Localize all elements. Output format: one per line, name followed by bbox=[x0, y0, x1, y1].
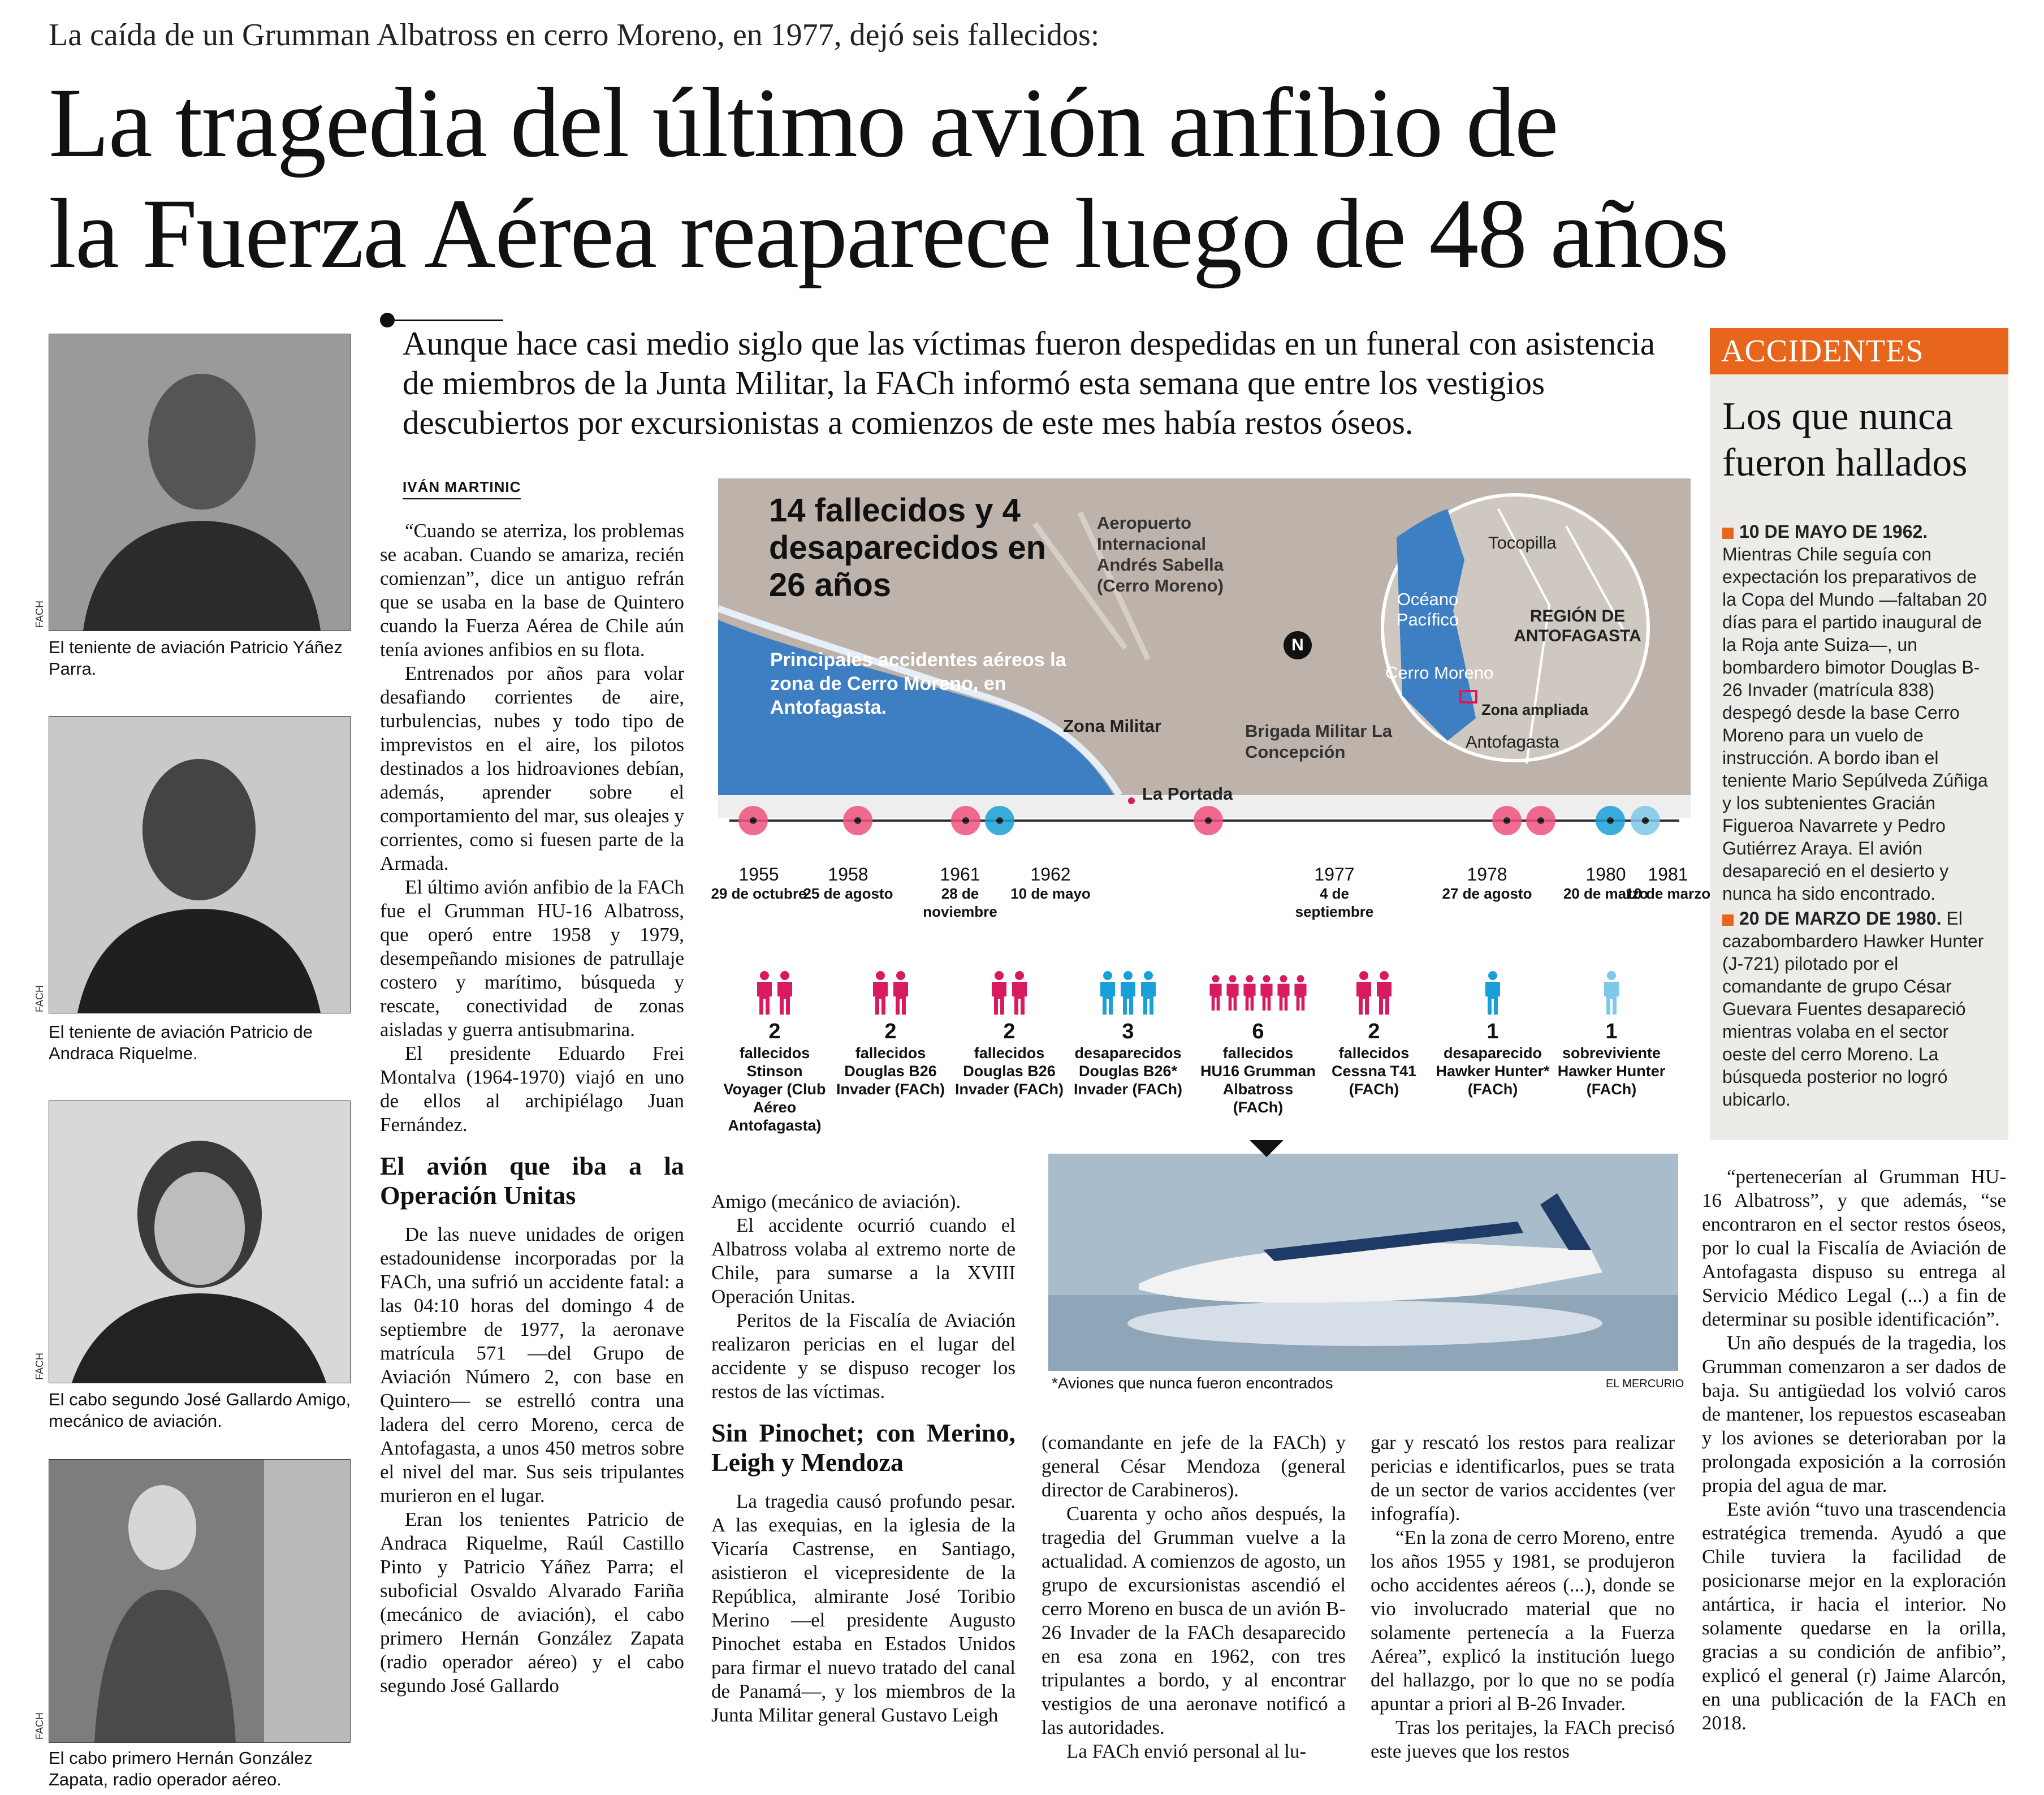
photo-caption-3: El cabo segundo José Gallardo Amigo, mecánico de aviación. bbox=[49, 1390, 351, 1431]
accident-card bbox=[950, 970, 1069, 1098]
timeline-dot bbox=[1631, 806, 1660, 835]
headline-line-2: la Fuerza Aérea reaparece luego de 48 años bbox=[49, 179, 1728, 289]
portrait-3-image bbox=[49, 1101, 350, 1383]
card-model: Hawker Hunter* (FACh) bbox=[1436, 1063, 1550, 1098]
col2-para-2: El accidente ocurrió cuando el Albatross volaba al extremo norte de Chile, para sumarse a la XVIII Operación Unitas. bbox=[711, 1214, 1015, 1308]
timeline-year: 1981 bbox=[1648, 864, 1688, 884]
timeline-date: 25 de agosto bbox=[803, 885, 893, 902]
timeline-dot bbox=[1492, 806, 1522, 835]
card-label: fallecidos bbox=[974, 1045, 1045, 1062]
person-icon bbox=[1119, 970, 1137, 1015]
portrait-4-image bbox=[49, 1460, 350, 1742]
sidebar-body bbox=[1722, 520, 1988, 1113]
card-count: 1 bbox=[1605, 1020, 1618, 1043]
col1-para-1: “Cuando se aterriza, los problemas se acaban. Cuando se amariza, recién comienzan”, dice un antiguo refrán que se usaba en la base de Quintero cuando la Fuerza Aérea de Chile aún tenía aviones anfibios en su flota. bbox=[380, 520, 684, 661]
timeline-label bbox=[1284, 864, 1385, 921]
north-compass-icon: N bbox=[1284, 631, 1312, 659]
map-label-airport: Aeropuerto Internacional Andrés Sabella (Cerro Moreno) bbox=[1097, 513, 1224, 596]
person-icon bbox=[1375, 970, 1393, 1015]
infographic bbox=[711, 478, 1711, 1157]
article-column-1 bbox=[380, 519, 684, 1698]
infographic-footnote: *Aviones que nunca fueron encontrados bbox=[1052, 1374, 1333, 1392]
card-model: Hawker Hunter (FACh) bbox=[1557, 1063, 1666, 1098]
accident-card bbox=[831, 970, 950, 1098]
accident-card bbox=[1552, 970, 1671, 1098]
timeline-dot bbox=[738, 806, 768, 835]
subhead-sin-pinochet: Sin Pinochet; con Merino, Leigh y Mendoza bbox=[711, 1418, 1015, 1477]
sidebar-title: Los que nunca fueron hallados bbox=[1722, 395, 1968, 485]
accident-card bbox=[1433, 970, 1552, 1098]
person-icon bbox=[1355, 970, 1373, 1015]
card-count: 1 bbox=[1486, 1020, 1499, 1043]
timeline-label bbox=[1436, 864, 1538, 903]
person-icon bbox=[1099, 970, 1117, 1015]
col5-para-2: Un año después de la tragedia, los Grumman comenzaron a ser dados de baja. Su antigüedad los volvió caros de mantener, los repuestos escaseaban y los aviones se deterioraban por la prolongada exposición a la corrosión propia del agua de mar. bbox=[1702, 1332, 2006, 1496]
col4-para-1: gar y rescató los restos para realizar pericias e identificarlos, pues se trata de un sector de varios accidentes (ver infografía). bbox=[1371, 1431, 1675, 1525]
albatross-image bbox=[1048, 1154, 1678, 1371]
timeline-label bbox=[909, 864, 1011, 921]
headline bbox=[49, 68, 1999, 290]
card-count: 2 bbox=[884, 1020, 897, 1043]
timeline-year: 1980 bbox=[1585, 864, 1626, 884]
card-count: 2 bbox=[1003, 1020, 1015, 1043]
article-column-4 bbox=[1371, 1431, 1675, 1763]
timeline-date: 27 de agosto bbox=[1442, 885, 1532, 902]
timeline-date: 4 de septiembre bbox=[1295, 885, 1374, 920]
person-icons bbox=[1552, 970, 1671, 1016]
timeline-label bbox=[708, 864, 810, 903]
kicker: La caída de un Grumman Albatross en cerro Moreno, en 1977, dejó seis fallecidos: bbox=[49, 18, 1100, 53]
card-label: fallecidos bbox=[855, 1045, 926, 1062]
card-label: desaparecido bbox=[1443, 1045, 1542, 1062]
card-model: Cessna T41 (FACh) bbox=[1331, 1063, 1417, 1098]
infographic-subtitle: Principales accidentes aéreos la zona de Cerro Moreno, en Antofagasta. bbox=[770, 649, 1066, 718]
timeline-date: 10 de mayo bbox=[1010, 885, 1091, 902]
card-count: 6 bbox=[1252, 1020, 1264, 1043]
card-model: Douglas B26 Invader (FACh) bbox=[836, 1063, 945, 1098]
accident-card bbox=[1069, 970, 1187, 1098]
card-count: 2 bbox=[768, 1020, 781, 1043]
accident-card bbox=[1199, 970, 1317, 1116]
lead-rule bbox=[390, 320, 503, 321]
photo-credit-2: FACH bbox=[34, 985, 45, 1012]
timeline-label bbox=[797, 864, 899, 903]
person-icon bbox=[1293, 970, 1308, 1015]
albatross-photo bbox=[1048, 1154, 1678, 1371]
person-icon bbox=[1242, 970, 1257, 1015]
timeline-dot bbox=[843, 806, 872, 835]
card-label: desaparecidos bbox=[1074, 1045, 1182, 1062]
photo-credit-3: FACH bbox=[34, 1352, 45, 1380]
subhead-operacion-unitas: El avión que iba a la Operación Unitas bbox=[380, 1151, 684, 1210]
lead-paragraph: Aunque hace casi medio siglo que las víctimas fueron despedidas en un funeral con asistencia de miembros de la Junta Militar, la FACh informó esta semana que entre los vestigios descubiertos por excursionistas a comienzos de este mes había restos óseos. bbox=[403, 325, 1656, 441]
person-icon bbox=[1225, 970, 1240, 1015]
portrait-1-image bbox=[49, 334, 350, 631]
timeline-date: 20 de marzo bbox=[1563, 885, 1649, 902]
portrait-photo-4 bbox=[49, 1459, 351, 1743]
sidebar-tag: ACCIDENTES bbox=[1710, 328, 2008, 374]
headline-line-1: La tragedia del último avión anfibio de bbox=[49, 68, 1558, 178]
person-icon bbox=[776, 970, 794, 1015]
col4-para-2: “En la zona de cerro Moreno, entre los años 1955 y 1981, se produjeron ocho accidentes aéreos (...), donde se vio involucrado material que no solamente pertenecía a la Fuerza Aérea”, explicó la institución luego del hallazgo, por lo que no se podía apuntar a priori al B-26 Invader. bbox=[1371, 1526, 1675, 1715]
timeline-year: 1955 bbox=[738, 864, 779, 884]
col3-para-3: La FACh envió personal al lu- bbox=[1066, 1740, 1307, 1762]
timeline-year: 1962 bbox=[1030, 864, 1071, 884]
person-icons bbox=[831, 970, 950, 1016]
card-label: fallecidos bbox=[1338, 1045, 1410, 1062]
col3-para-2: Cuarenta y ocho años después, la tragedia del Grumman vuelve a la actualidad. A comienzos de agosto, un grupo de excursionistas ascendió el cerro Moreno en busca de un avión B-26 Invader de la FACh desaparecido en esa zona en 1962, con tres tripulantes a bordo, y al encontrar vestigios de una aeronave notificó a las autoridades. bbox=[1042, 1503, 1346, 1738]
col1-para-5: De las nueve unidades de origen estadounidense incorporadas por la FACh, una sufrió un accidente fatal: a las 04:10 horas del domingo 4 de septiembre de 1977, la aeronave matrícula 571 —del Grupo de Aviación Número 2, con base en Quintero— se estrelló contra una ladera del cerro Moreno, cerca de Antofagasta, a unos 450 metros sobre el nivel del mar. Sus seis tripulantes murieron en el lugar. bbox=[380, 1223, 684, 1507]
card-label: fallecidos bbox=[1222, 1045, 1294, 1062]
card-model: Douglas B26 Invader (FACh) bbox=[954, 1063, 1064, 1098]
map-label-la-portada: La Portada bbox=[1142, 784, 1233, 804]
portrait-photo-3 bbox=[49, 1101, 351, 1383]
col4-para-3: Tras los peritajes, la FACh precisó este jueves que los restos bbox=[1371, 1716, 1675, 1762]
person-icon bbox=[1484, 970, 1502, 1015]
timeline-dot bbox=[985, 806, 1014, 835]
card-count: 2 bbox=[1368, 1020, 1380, 1043]
col2-para-3: Peritos de la Fiscalía de Aviación realizaron pericias en el lugar del accidente y se dispuso recoger los restos de las víctimas. bbox=[711, 1309, 1015, 1403]
map-label-zona-militar: Zona Militar bbox=[1063, 716, 1161, 736]
person-icon bbox=[892, 970, 910, 1015]
map-label-antofagasta: Antofagasta bbox=[1466, 732, 1559, 752]
person-icons bbox=[1315, 970, 1433, 1016]
col1-para-3: El último avión anfibio de la FACh fue el Grumman HU-16 Albatross, que operó entre 1958 y 1979, desempeñando misiones de patrullaje costero y marítimo, búsqueda y rescate, conectividad de zonas aisladas y guerra antisubmarina. bbox=[380, 876, 684, 1041]
timeline-date: 28 de noviembre bbox=[923, 885, 997, 920]
article-column-2 bbox=[711, 1190, 1015, 1727]
timeline-year: 1977 bbox=[1314, 864, 1355, 884]
timeline-date: 10 de marzo bbox=[1625, 885, 1711, 902]
la-portada-marker bbox=[1128, 797, 1135, 804]
map-label-tocopilla: Tocopilla bbox=[1488, 533, 1557, 553]
card-label: fallecidos bbox=[739, 1045, 810, 1062]
bullet-square-icon bbox=[1722, 914, 1734, 926]
person-icon bbox=[1602, 970, 1620, 1015]
col2-para-4: La tragedia causó profundo pesar. A las exequias, en la iglesia de la Vicaría Castrense, en Santiago, asistieron el vicepresidente de la República, almirante José Toribio Merino —el presidente Augusto Pinochet estaba en Estados Unidos para firmar el nuevo tratado del canal de Panamá—, y los miembros de la Junta Militar general Gustavo Leigh bbox=[711, 1490, 1015, 1726]
sidebar-item bbox=[1722, 520, 1988, 905]
sidebar-item-date: 20 DE MARZO DE 1980. bbox=[1739, 908, 1942, 929]
timeline-year: 1978 bbox=[1467, 864, 1507, 884]
col3-para-1: (comandante en jefe de la FACh) y general César Mendoza (general director de Carabineros). bbox=[1042, 1431, 1346, 1501]
person-icon bbox=[1208, 970, 1223, 1015]
portrait-2-image bbox=[49, 717, 350, 1013]
accident-card bbox=[715, 970, 834, 1134]
article-column-3 bbox=[1042, 1431, 1346, 1763]
person-icon bbox=[871, 970, 889, 1015]
sidebar-item-date: 10 DE MAYO DE 1962. bbox=[1739, 521, 1928, 542]
card-model: Stinson Voyager (Club Aéreo Antofagasta) bbox=[723, 1063, 826, 1134]
map-label-cerro-moreno: Cerro Moreno bbox=[1385, 663, 1494, 683]
card-model: Douglas B26* Invader (FACh) bbox=[1073, 1063, 1183, 1098]
col5-para-3: Este avión “tuvo una trascendencia estratégica tremenda. Ayudó a que Chile tuviera la facilidad de posicionarse mejor en la exploración antártica, ir hacia el interior. No solamente quedarse en la orilla, gracias a su condición de anfibio”, explicó el general (r) Jaime Alarcón, en una publicación de la FACh en 2018. bbox=[1702, 1498, 2006, 1734]
timeline-dot bbox=[951, 806, 980, 835]
person-icons bbox=[1433, 970, 1552, 1016]
timeline-dot bbox=[1526, 806, 1555, 835]
timeline-year: 1961 bbox=[940, 864, 980, 884]
col1-para-2: Entrenados por años para volar desafiando corrientes de aire, turbulencias, nubes y todo tipo de imprevistos en el aire, los pilotos destinados a los hidroaviones debían, además, aprender sobre el comportamiento del mar, sus oleajes y corrientes, como si fuesen parte de la Armada. bbox=[380, 662, 684, 874]
timeline-dot bbox=[1194, 806, 1223, 835]
portrait-photo-1 bbox=[49, 334, 351, 631]
photo-caption-2: El teniente de aviación Patricio de Andraca Riquelme. bbox=[49, 1022, 313, 1063]
card-label: sobreviviente bbox=[1562, 1045, 1661, 1062]
person-icons bbox=[1199, 970, 1317, 1016]
portrait-photo-2 bbox=[49, 716, 351, 1013]
col1-para-4: El presidente Eduardo Frei Montalva (1964-1970) viajó en uno de ellos al archipiélago Juan Fernández. bbox=[380, 1042, 684, 1136]
card-count: 3 bbox=[1122, 1020, 1134, 1043]
person-icon bbox=[755, 970, 773, 1015]
timeline-label bbox=[1000, 864, 1101, 903]
person-icon bbox=[1276, 970, 1291, 1015]
infographic-credit: EL MERCURIO bbox=[1606, 1378, 1684, 1390]
map-label-region: REGIÓN DE ANTOFAGASTA bbox=[1514, 607, 1641, 645]
timeline-year: 1958 bbox=[828, 864, 868, 884]
col2-para-1: Amigo (mecánico de aviación). bbox=[711, 1190, 961, 1213]
person-icon bbox=[1139, 970, 1157, 1015]
timeline-date: 29 de octubre bbox=[711, 885, 807, 902]
timeline-label bbox=[1617, 864, 1719, 903]
timeline-dot bbox=[1596, 806, 1625, 835]
infographic-title: 14 fallecidos y 4 desaparecidos en 26 años bbox=[769, 492, 1046, 603]
map-label-zona-ampliada: Zona ampliada bbox=[1481, 701, 1589, 718]
photo-credit-1: FACH bbox=[34, 600, 45, 628]
article-column-5 bbox=[1702, 1165, 2006, 1735]
sidebar-item-text: El cazabombardero Hawker Hunter (J-721) pilotado por el comandante de grupo César Guevara Fuentes desapareció mientras volaba en el sector oeste del cerro Moreno. La búsqueda posterior no logró ubicarlo. bbox=[1722, 908, 1984, 1110]
pointer-triangle-icon bbox=[1250, 1140, 1284, 1157]
person-icon bbox=[1259, 970, 1274, 1015]
person-icons bbox=[950, 970, 1069, 1016]
bullet-square-icon bbox=[1722, 528, 1734, 539]
accident-card bbox=[1315, 970, 1433, 1098]
col1-para-6: Eran los tenientes Patricio de Andraca Riquelme, Raúl Castillo Pinto y Patricio Yáñez Parra; el suboficial Osvaldo Alvarado Fariña (mecánico de aviación), el cabo primero Hernán González Zapata (radio operador aéreo) y el cabo segundo José Gallardo bbox=[380, 1508, 684, 1697]
sidebar-item-text: Mientras Chile seguía con expectación los preparativos de la Copa del Mundo —faltaban 20 días para el partido inaugural de la Roja ante Suiza—, un bombardero bimotor Douglas B-26 Invader (matrícula 838) despegó desde la base Cerro Moreno para un vuelo de instrucción. A bordo iban el teniente Mario Sepúlveda Zúñiga y los subtenientes Gracián Figueroa Navarrete y Pedro Gutiérrez Araya. El avión desapareció en el desierto y nunca ha sido encontrado. bbox=[1722, 544, 1988, 904]
person-icons bbox=[1069, 970, 1187, 1016]
person-icons bbox=[715, 970, 834, 1016]
photo-caption-4: El cabo primero Hernán González Zapata, radio operador aéreo. bbox=[49, 1748, 313, 1789]
sidebar-item bbox=[1722, 907, 1988, 1111]
map-label-brigada: Brigada Militar La Concepción bbox=[1245, 721, 1393, 762]
col5-para-1: “pertenecerían al Grumman HU-16 Albatross”, y que además, “se encontraron en el sector restos óseos, por lo cual la Fiscalía de Aviación de Antofagasta dispuso su entrega al Servicio Médico Legal (...) a fin de determinar su posible identificación”. bbox=[1702, 1166, 2006, 1330]
map-label-oceano: Océano Pacífico bbox=[1396, 589, 1459, 629]
person-icon bbox=[990, 970, 1008, 1015]
person-icon bbox=[1010, 970, 1029, 1015]
photo-caption-1: El teniente de aviación Patricio Yáñez Parra. bbox=[49, 637, 343, 679]
photo-credit-4: FACH bbox=[34, 1712, 45, 1740]
card-model: HU16 Grumman Albatross (FACh) bbox=[1200, 1063, 1316, 1116]
byline: IVÁN MARTINIC bbox=[403, 478, 521, 499]
